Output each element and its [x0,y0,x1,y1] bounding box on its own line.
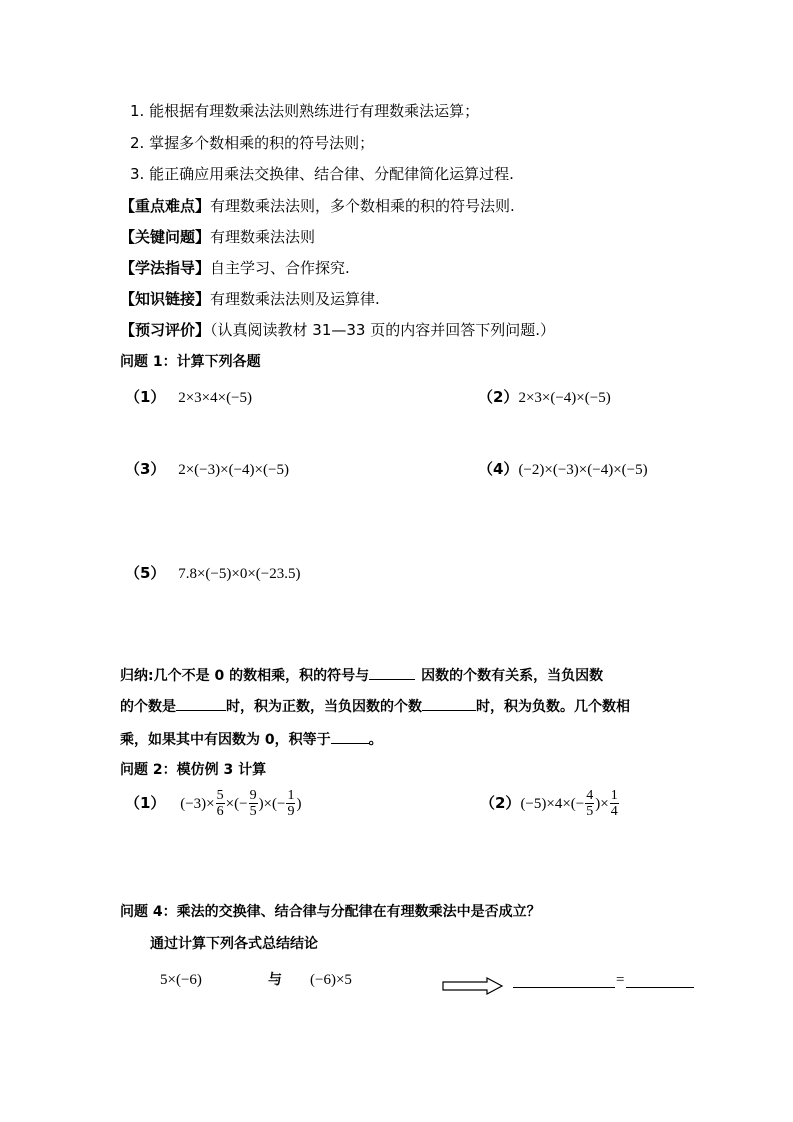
guide-line [120,258,350,278]
summary-part5: 时，积为负数。几个数相 [476,699,630,715]
answer-blank-1[interactable] [369,664,415,680]
q1-item-2 [478,387,611,408]
q4-expr-2: (−6)×5 [310,972,352,988]
objective-3: 3. 能正确应用乘法交换律、结合律、分配律简化运算过程. [130,165,514,183]
q2-item-1-part-c: )×(− [258,796,286,812]
q1-title: 问题 1：计算下列各题 [120,354,261,370]
objective-2: 2. 掌握多个数相乘的积的符号法则； [130,134,375,152]
q2-item-2-part-b: )× [595,796,609,812]
conclusion-blank-right[interactable] [626,972,694,988]
fraction-numerator: 1 [287,788,295,803]
summary-label: 归纳 [120,668,148,684]
answer-blank-4[interactable] [331,728,369,744]
preview-line [120,320,555,340]
q1-item-4-expr: (−2)×(−3)×(−4)×(−5) [518,462,648,478]
focus-text: 有理数乘法法则，多个数相乘的积的符号法则. [210,197,515,215]
fraction-denominator: 5 [586,804,594,819]
q2-item-1-fraction-1 [216,788,225,819]
equals-sign: = [616,972,625,988]
fraction-denominator: 9 [287,804,295,819]
fraction-numerator: 4 [586,788,594,803]
key-text: 有理数乘法法则 [210,228,316,246]
focus-line [120,196,515,216]
arrow-right-icon [442,977,504,995]
key-line [120,227,315,247]
q4-connector: 与 [268,972,282,988]
q1-item-5-expr: 7.8×(−5)×0×(−23.5) [178,566,301,582]
fraction-numerator: 5 [216,788,224,803]
preview-text: （认真阅读教材 31—33 页的内容并回答下列问题.） [210,321,555,339]
fraction-numerator: 1 [610,788,618,803]
link-label: 【知识链接】 [120,290,211,308]
summary-line-3 [120,728,383,750]
q1-item-4-num: （4） [478,460,519,478]
q1-item-4 [478,459,648,480]
q1-item-1-num: （1） [125,388,166,406]
q2-title: 问题 2：模仿例 3 计算 [120,762,267,778]
objective-1: 1. 能根据有理数乘法法则熟练进行有理数乘法运算； [130,102,480,120]
summary-part6: 乘，如果其中有因数为 0，积等于 [120,732,331,748]
summary-part1: :几个不是 0 的数相乘，积的符号与 [148,668,370,684]
q1-item-1-expr: 2×3×4×(−5) [178,390,253,406]
summary-part3: 的个数是 [120,699,176,715]
link-text: 有理数乘法法则及运算律. [210,290,380,308]
summary-part2: 因数的个数有关系，当负因数 [421,668,604,684]
q1-item-3-num: （3） [125,460,166,478]
q2-item-1-part-a: (−3)× [180,796,215,812]
link-line [120,289,380,309]
answer-blank-2[interactable] [176,695,226,711]
q2-item-1-part-b: ×(− [225,796,248,812]
q1-item-3-expr: 2×(−3)×(−4)×(−5) [178,462,289,478]
summary-part7: 。 [368,732,383,748]
q2-item-1-num: （1） [125,794,166,812]
summary-part4: 时，积为正数，当负因数的个数 [226,699,422,715]
q2-item-1-fraction-3 [286,788,295,819]
q4-title: 问题 4：乘法的交换律、结合律与分配律在有理数乘法中是否成立？ [120,904,541,920]
key-label: 【关键问题】 [120,228,211,246]
q1-item-1 [125,387,252,408]
q1-item-2-num: （2） [478,388,519,406]
guide-text: 自主学习、合作探究. [210,259,350,277]
conclusion-blank-left[interactable] [513,972,615,988]
preview-label: 【预习评价】 [120,321,211,339]
q2-item-2-part-a: (−5)×4×(− [520,796,585,812]
q1-item-5 [125,563,301,584]
focus-label: 【重点难点】 [120,197,211,215]
guide-label: 【学法指导】 [120,259,211,277]
fraction-denominator: 5 [249,804,257,819]
q2-item-1-fraction-2 [249,788,258,819]
q2-item-2-fraction-1 [585,788,594,819]
q2-item-1 [125,786,301,822]
summary-line-1 [120,664,603,686]
q2-item-2-num: （2） [480,794,521,812]
answer-blank-3[interactable] [422,695,476,711]
q1-item-2-expr: 2×3×(−4)×(−5) [518,390,611,406]
fraction-numerator: 9 [249,788,257,803]
q2-item-2-fraction-2 [610,788,619,819]
q1-item-3 [125,459,289,480]
q2-item-1-part-d: ) [296,796,302,812]
q4-expr-1: 5×(−6) [160,972,202,988]
q2-item-2 [480,786,620,822]
summary-line-2 [120,695,630,717]
q4-subtitle: 通过计算下列各式总结结论 [150,936,318,952]
fraction-denominator: 6 [216,804,224,819]
q1-item-5-num: （5） [125,564,166,582]
fraction-denominator: 4 [610,804,618,819]
